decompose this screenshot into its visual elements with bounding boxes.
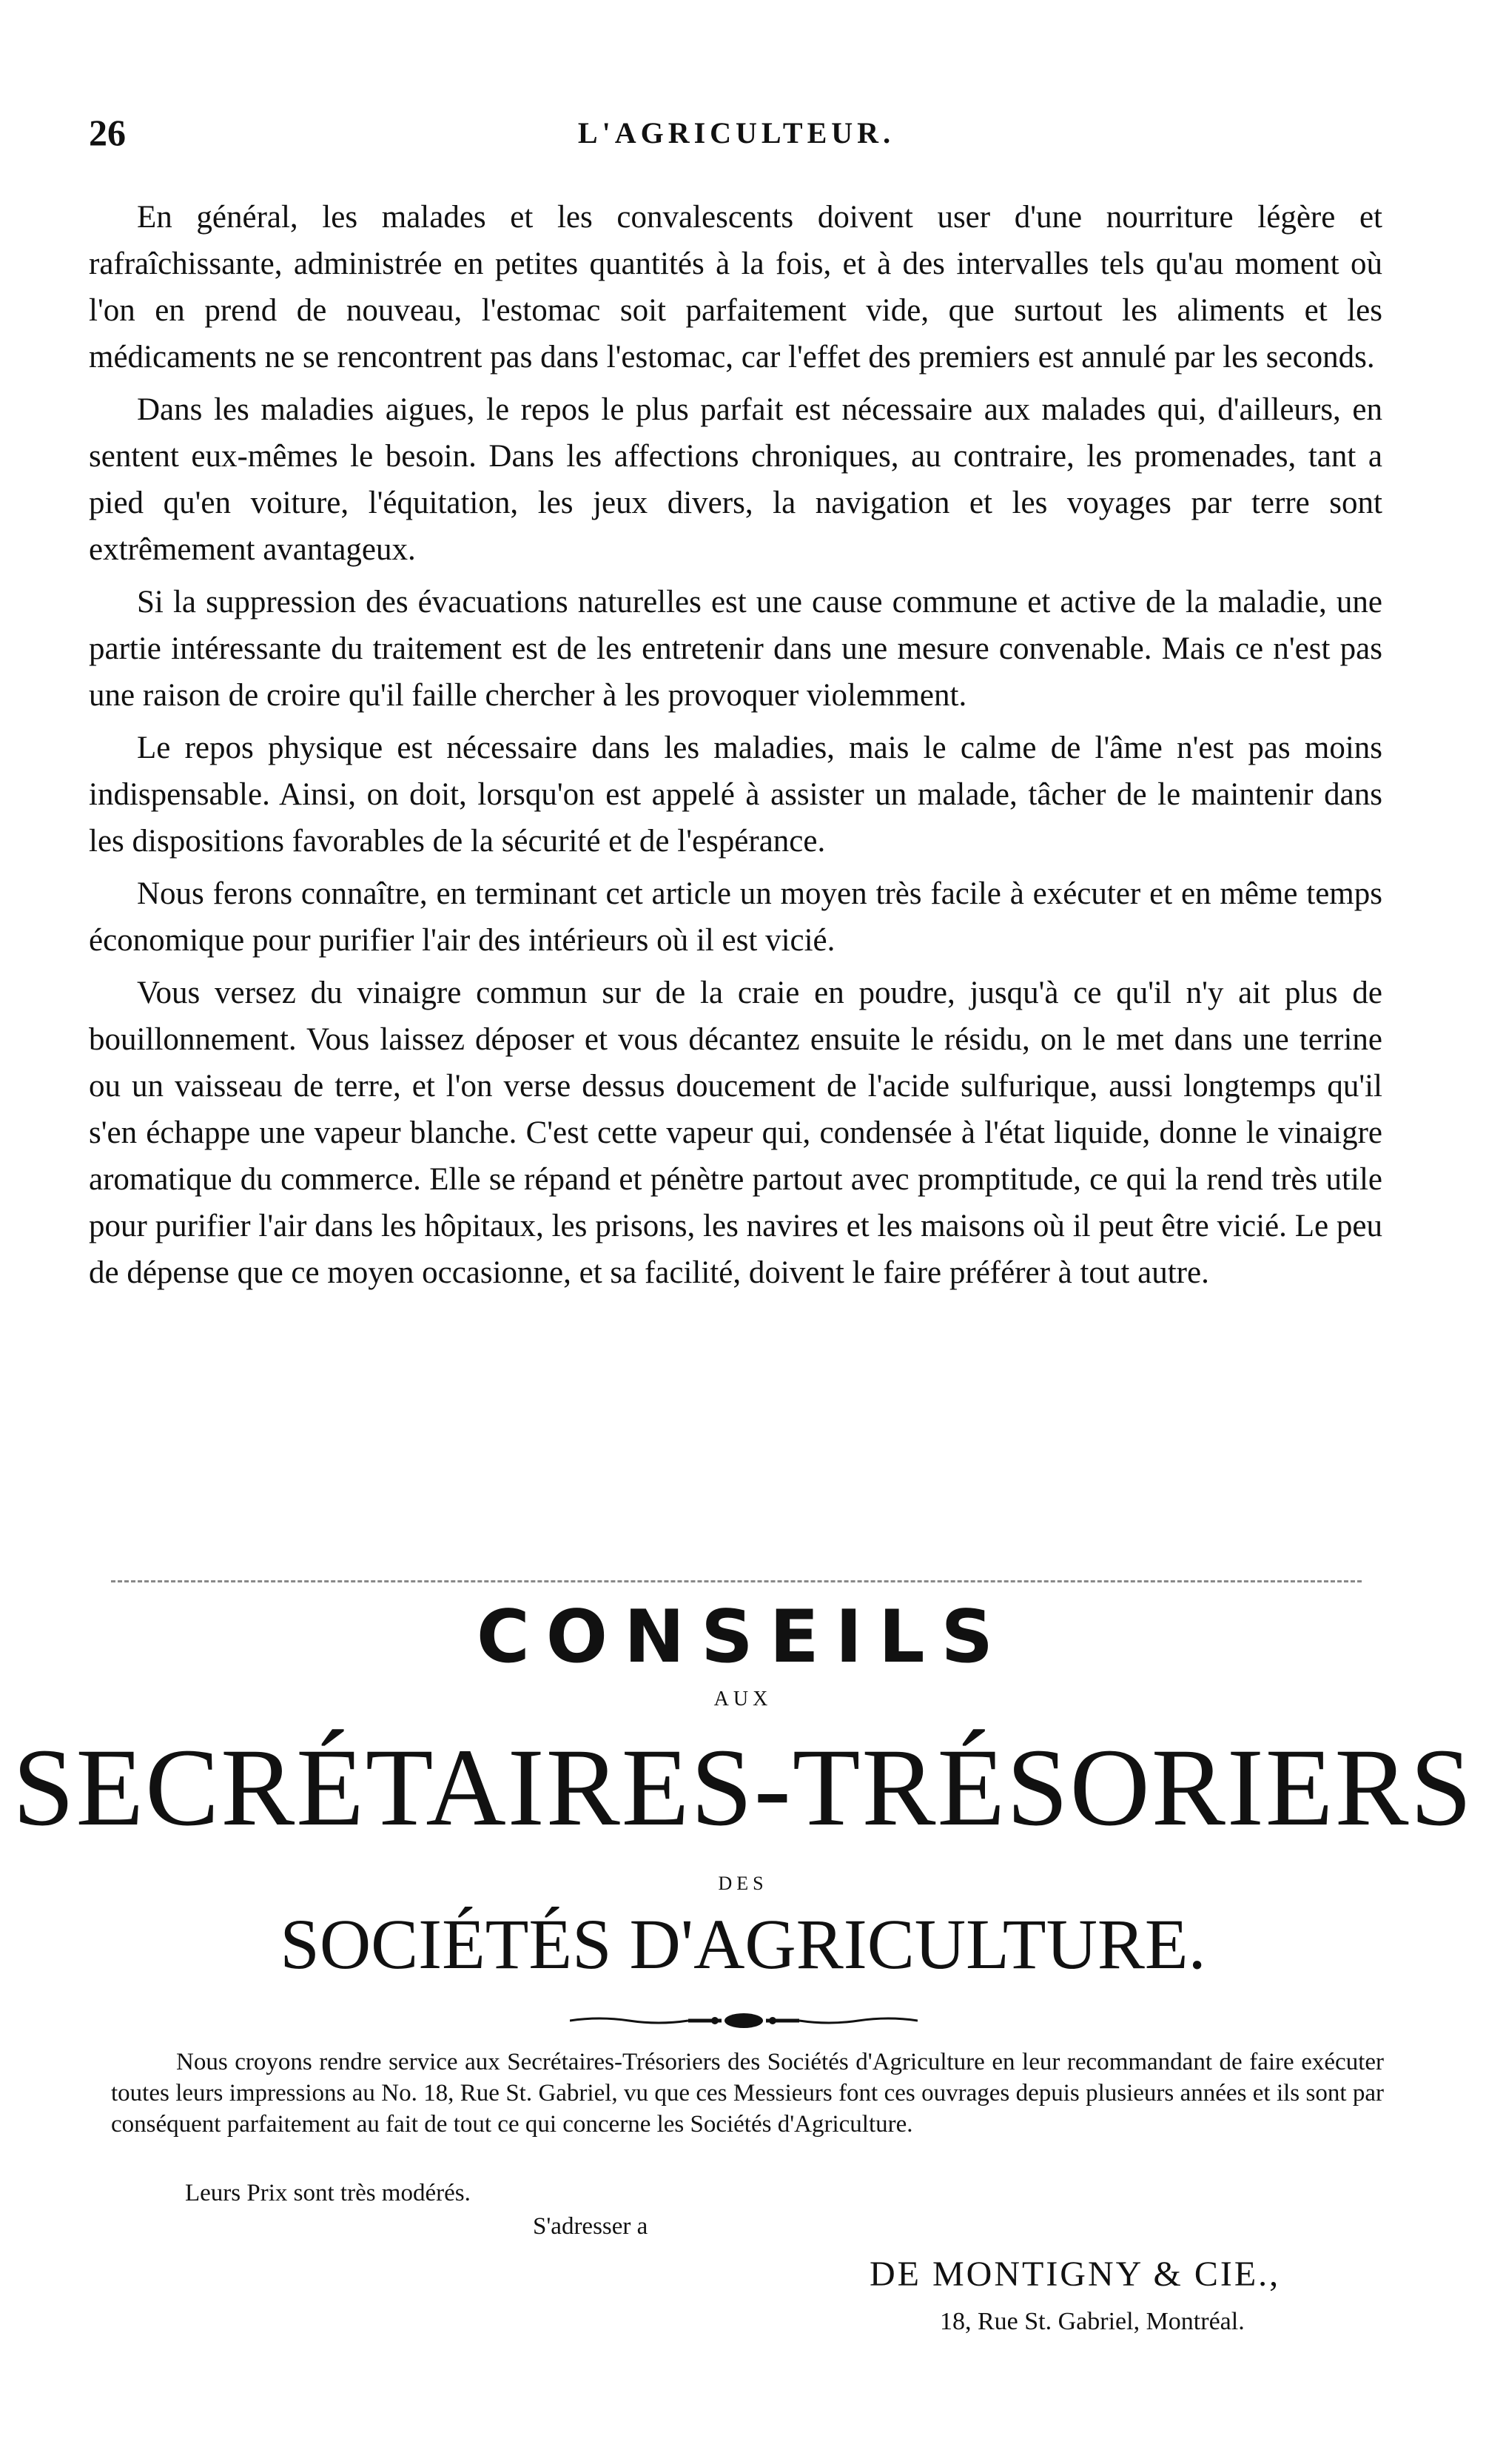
running-title: L'AGRICULTEUR. [577,116,895,150]
page-number: 26 [89,112,126,153]
advert-price: Leurs Prix sont très modérés. [185,2180,471,2206]
advert-notice [111,2047,1384,2140]
advert-address: 18, Rue St. Gabriel, Montréal. [940,2308,1245,2335]
paragraph: En général, les malades et les convalescents doivent user d'une nourriture légère et rafraîchissante, administrée en petites quantités à la fois, et à des intervalles tels qu'au moment où l'on en prend de nouveau, l'estomac soit parfaitement vide, que surtout les aliments et les médicaments ne se rencontrent pas dans l'estomac, car l'effet des premiers est annulé par les seconds. [89,200,1382,375]
advert-title: SECRÉTAIRES-TRÉSORIERS [13,1726,1473,1849]
paragraph: Si la suppression des évacuations naturelles est une cause commune et active de la maladie, une partie intéressante du traitement est de les entretenir dans une mesure convenable. Mais ce n'est pas une raison de croire qu'il faille chercher à les provoquer violemment. [89,585,1382,713]
section-divider [111,1580,1362,1582]
advert-heading: CONSEILS [476,1595,1010,1679]
paragraph: Nous ferons connaître, en terminant cet article un moyen très facile à exécuter et en même temps économique pour purifier l'air des intérieurs où il est vicié. [89,876,1382,958]
article-body [89,194,1382,1302]
paragraph: Dans les maladies aigues, le repos le plus parfait est nécessaire aux malades qui, d'ailleurs, en sentent eux-mêmes le besoin. Dans les affections chroniques, au contraire, les promenades, tant a pied qu'en voiture, l'équitation, les jeux divers, la navigation et les voyages par terre sont extrêmement avantageux. [89,392,1382,567]
advert-aux: AUX [713,1688,773,1711]
advert-subtitle: SOCIÉTÉS D'AGRICULTURE. [280,1904,1206,1984]
paragraph: Le repos physique est nécessaire dans les maladies, mais le calme de l'âme n'est pas moins indispensable. Ainsi, on doit, lorsqu'on est appelé à assister un malade, tâcher de le maintenir dans les dispositions favorables de la sécurité et de l'espérance. [89,731,1382,859]
paragraph: Vous versez du vinaigre commun sur de la craie en poudre, jusqu'à ce qu'il n'y ait plus de bouillonnement. Vous laissez déposer et vous décantez ensuite le résidu, on le met dans une terrine ou un vaisseau de terre, et l'on verse dessus doucement de l'acide sulfurique, aussi longtemps qu'il s'en échappe une vapeur blanche. C'est cette vapeur qui, condensée à l'état liquide, donne le vinaigre aromatique du commerce. Elle se répand et pénètre partout avec promptitude, ce qui la rend très utile pour purifier l'air dans les hôpitaux, les prisons, les navires et les maisons où il peut être vicié. Le peu de dépense que ce moyen occasionne, et sa facilité, doivent le faire préférer à tout autre. [89,976,1382,1290]
advert-firm: DE MONTIGNY & CIE., [870,2255,1281,2294]
notice-text: Nous croyons rendre service aux Secrétaires-Trésoriers des Sociétés d'Agriculture en leur recommandant de faire exécuter toutes leurs impressions au No. 18, Rue St. Gabriel, vu que ces Messieurs font ces ouvrages depuis plusieurs années et ils sont par conséquent parfaitement au fait de tout ce qui concerne les Sociétés d'Agriculture. [111,2049,1384,2138]
advert-des: DES [718,1873,768,1894]
advert-adresser: S'adresser a [533,2213,648,2240]
ornamental-flourish-icon [570,2012,918,2030]
page-header [89,111,1384,163]
